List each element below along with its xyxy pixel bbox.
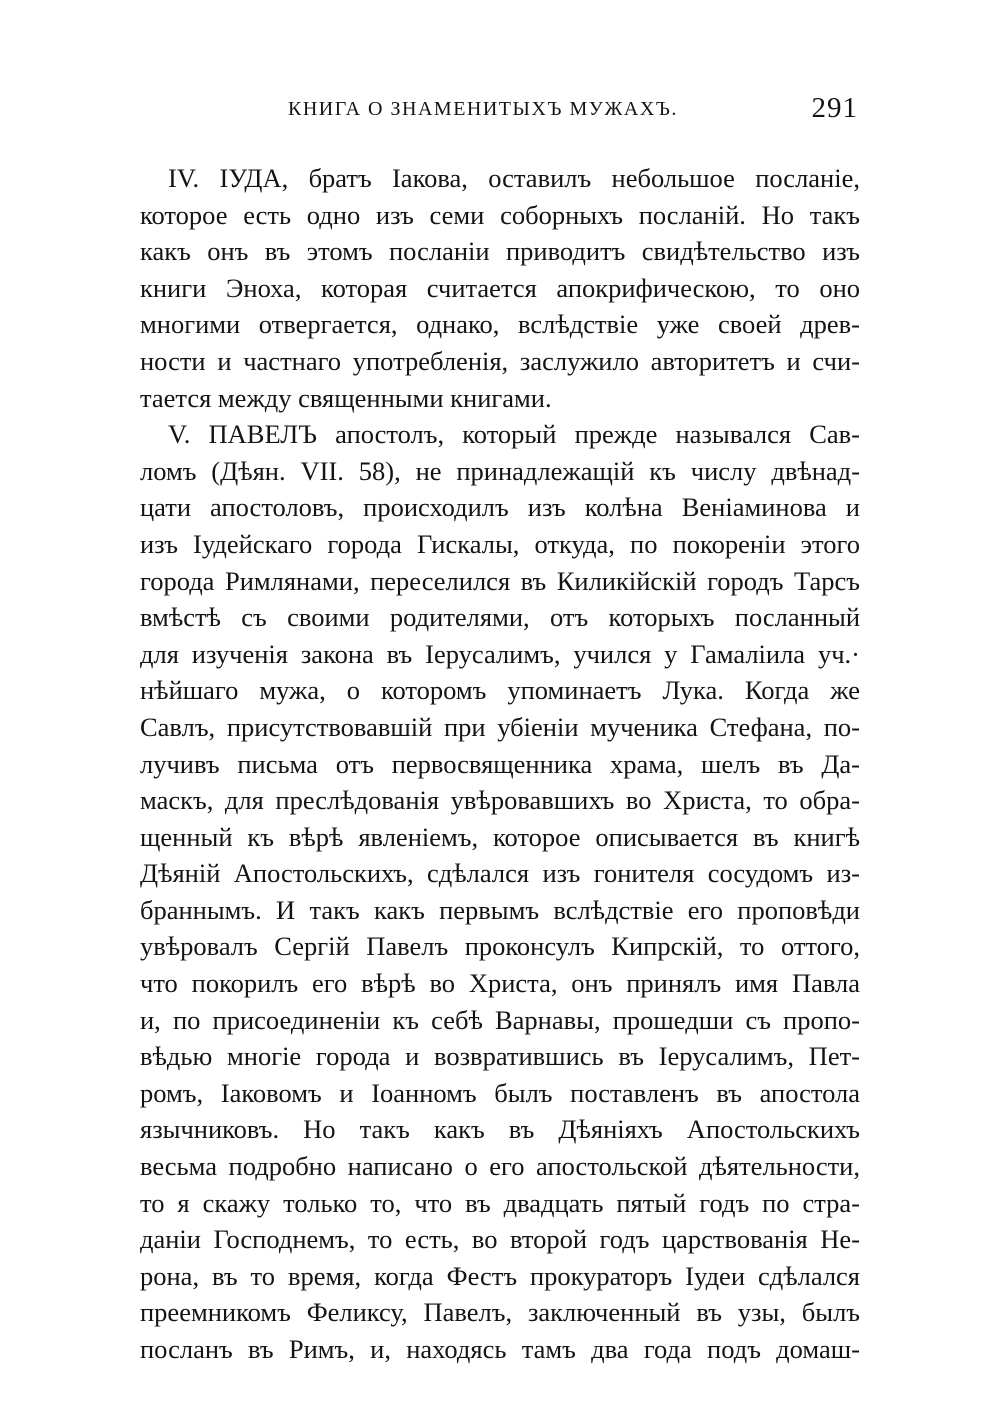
text-line: маскъ, для преслѣдованія увѣровавшихъ во Христа, то обра- — [140, 785, 860, 816]
text-line: изъ Iудейскаго города Гискалы, откуда, по покореніи этого — [140, 528, 860, 559]
text-line: IV. IУДА, братъ Iакова, оставилъ небольшое посланіе, — [168, 163, 860, 193]
text-line: для изученія закона въ Iерусалимъ, учился у Гамаліила уч.· — [140, 638, 860, 669]
text-line: даніи Господнемъ, то есть, во второй годъ царствованія Не- — [140, 1224, 860, 1255]
page-body-text — [140, 160, 860, 1368]
text-line: браннымъ. И такъ какъ первымъ вслѣдствіе его проповѣди — [140, 894, 860, 925]
text-line: книги Эноха, которая считается апокрифическою, то оно — [140, 272, 860, 303]
text-line: посланъ въ Римъ, и, находясь тамъ два года подъ домаш- — [140, 1334, 860, 1364]
text-line: которое есть одно изъ семи соборныхъ посланій. Но такъ — [140, 199, 860, 230]
text-line: весьма подробно написано о его апостольской дѣятельности, — [140, 1151, 860, 1182]
text-line: Дѣяній Апостольскихъ, сдѣлался изъ гонителя сосудомъ из- — [140, 858, 860, 889]
text-line: нѣйшаго мужа, о которомъ упоминаетъ Лука. Когда же — [140, 675, 860, 706]
text-line: какъ онъ въ этомъ посланіи приводитъ свидѣтельство изъ — [140, 236, 860, 267]
text-line: увѣровалъ Сергій Павелъ проконсулъ Кипрскій, то оттого, — [140, 931, 860, 962]
text-line: щенный къ вѣрѣ явленіемъ, которое описывается въ книгѣ — [140, 821, 860, 852]
running-header — [140, 92, 858, 132]
text-line: многими отвергается, однако, вслѣдствіе уже своей древ- — [140, 309, 860, 340]
text-line: города Римлянами, переселился въ Киликійскій городъ Тарсъ — [140, 565, 860, 596]
paragraph — [140, 160, 860, 416]
text-line: V. ПАВЕЛЪ апостолъ, который прежде назывался Сав- — [168, 419, 860, 450]
text-line: что покорилъ его вѣрѣ во Христа, онъ принялъ имя Павла — [140, 968, 860, 999]
text-line: ности и частнаго употребленія, заслужило авторитетъ и счи- — [140, 345, 860, 376]
text-line: рона, въ то время, когда Фестъ прокураторъ Iудеи сдѣлался — [140, 1260, 860, 1291]
text-line: вѣдью многіе города и возвратившись въ Iерусалимъ, Пет- — [140, 1041, 860, 1072]
text-line: ромъ, Iаковомъ и Iоанномъ былъ поставленъ въ апостола — [140, 1077, 860, 1108]
text-line: лучивъ письма отъ первосвященника храма, шелъ въ Да- — [140, 748, 860, 779]
text-line: то я скажу только то, что въ двадцать пятый годъ по стра- — [140, 1187, 860, 1218]
text-line: и, по присоединеніи къ себѣ Варнавы, прошедши съ пропо- — [140, 1004, 860, 1035]
page-number: 291 — [811, 92, 858, 124]
text-line: ломъ (Дѣян. VII. 58), не принадлежащій къ числу двѣнад- — [140, 455, 860, 486]
text-line: преемникомъ Феликсу, Павелъ, заключенный въ узы, былъ — [140, 1297, 860, 1328]
text-line: вмѣстѣ съ своими родителями, отъ которыхъ посланный — [140, 602, 860, 633]
paragraph — [140, 416, 860, 1367]
text-line: тается между священными книгами. — [140, 382, 552, 413]
text-line: Савлъ, присутствовавшій при убіеніи мученика Стефана, по- — [140, 711, 860, 742]
text-line: цати апостоловъ, происходилъ изъ колѣна Веніаминова и — [140, 492, 860, 523]
running-title: КНИГА О ЗНАМЕНИТЫХЪ МУЖАХЪ. — [288, 98, 678, 120]
text-line: язычниковъ. Но такъ какъ въ Дѣяніяхъ Апостольскихъ — [140, 1114, 860, 1145]
